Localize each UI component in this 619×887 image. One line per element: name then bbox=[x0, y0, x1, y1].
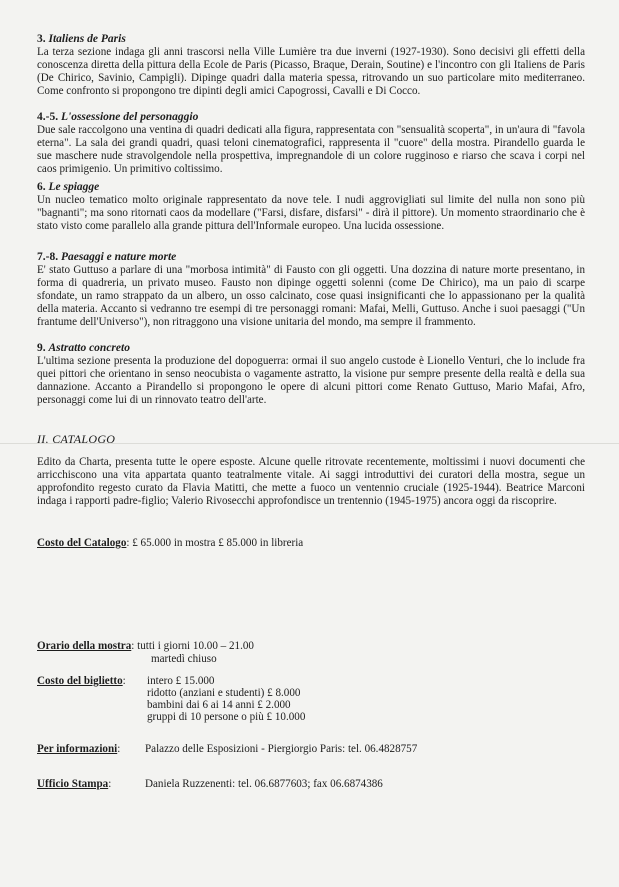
information-value: Palazzo delle Esposizioni - Piergiorgio Paris: tel. 06.4828757 bbox=[145, 743, 418, 755]
catalog-body-block bbox=[37, 456, 585, 508]
section-4-5-title bbox=[37, 111, 585, 124]
information-label: Per informazioni bbox=[37, 743, 118, 755]
catalog-cost-row bbox=[37, 537, 303, 550]
section-3-title-text: Italiens de Paris bbox=[48, 33, 126, 45]
section-3-title bbox=[37, 33, 585, 46]
ticket-price-row bbox=[37, 675, 597, 727]
catalog-cost-value: : £ 65.000 in mostra £ 85.000 in libreria bbox=[126, 537, 304, 549]
opening-hours-line-2: martedì chiuso bbox=[151, 653, 217, 665]
ticket-price-label: Costo del biglietto bbox=[37, 675, 123, 687]
section-4-5-number: 4.-5. bbox=[37, 111, 59, 123]
opening-hours-row bbox=[37, 640, 597, 666]
section-7-8-title-text: Paesaggi e nature morte bbox=[60, 251, 177, 263]
press-office-label: Ufficio Stampa bbox=[37, 778, 109, 790]
ticket-price-groups: gruppi di 10 persone o più £ 10.000 bbox=[147, 711, 306, 723]
opening-hours-line-1: : tutti i giorni 10.00 – 21.00 bbox=[131, 640, 254, 652]
section-7-8-number: 7.-8. bbox=[37, 251, 59, 263]
section-9-title-text: Astratto concreto bbox=[48, 342, 130, 354]
section-9-title bbox=[37, 342, 585, 355]
press-office-row bbox=[37, 778, 597, 791]
section-9-body: L'ultima sezione presenta la produzione del dopoguerra: ormai il suo angelo custode è Lionello Venturi, che lo include fra quei pittori che orientano in senso neocubista o vagamente astratto, la visione pur sempre presente della realtà e della sua dannazione. Accanto a Pirandello si propongono le opere di alcuni pittori come Renato Guttuso, Mario Mafai, Afro, personaggi come lui di un rinnovato teatro dell'arte. bbox=[37, 355, 585, 406]
ticket-price-sep: : bbox=[122, 675, 126, 687]
information-row bbox=[37, 743, 597, 756]
section-3-body: La terza sezione indaga gli anni trascorsi nella Ville Lumière tra due inverni (1927-1930). Sono decisivi gli effetti della conoscenza diretta della pittura della Ecole de Paris (Picasso, Braque, Derain, Soutine) e l'incontro con gli Italiens de Paris (De Chirico, Savinio, Campigli). Dipinge quadri dalla materia spessa, ritrovando un suo particolare mito mediterraneo. Come confronto si propongono tre dipinti degli amici Capogrossi, Cavalli e Di Cocco. bbox=[37, 46, 585, 97]
section-7-8-title bbox=[37, 251, 585, 264]
opening-hours-label: Orario della mostra bbox=[37, 640, 132, 652]
catalog-section bbox=[37, 432, 585, 447]
section-6-body: Un nucleo tematico molto originale rappresentato da nove tele. I nudi aggrovigliati sul limite del nulla non sono più "bagnanti"; ma sono ritornati caos da modellare ("Farsi, disfare, disfarsi" - dirà il pittore). Un momento straordinario che è stato visto come parallelo alla grande pittura dell'Informale europeo. Una lucida ossessione. bbox=[37, 194, 585, 232]
section-7-8 bbox=[37, 251, 585, 329]
ticket-price-children: bambini dai 6 ai 14 anni £ 2.000 bbox=[147, 699, 291, 711]
section-9 bbox=[37, 342, 585, 407]
section-6-number: 6. bbox=[37, 181, 46, 193]
section-3 bbox=[37, 33, 585, 98]
information-sep: : bbox=[117, 743, 121, 755]
section-9-number: 9. bbox=[37, 342, 46, 354]
ticket-price-full: intero £ 15.000 bbox=[147, 675, 215, 687]
section-3-number: 3. bbox=[37, 33, 46, 45]
section-6 bbox=[37, 181, 585, 233]
ticket-price-reduced: ridotto (anziani e studenti) £ 8.000 bbox=[147, 687, 301, 699]
section-4-5 bbox=[37, 111, 585, 176]
catalog-cost-label: Costo del Catalogo bbox=[37, 537, 127, 549]
section-6-title-text: Le spiagge bbox=[48, 181, 100, 193]
catalog-body: Edito da Charta, presenta tutte le opere esposte. Alcune quelle ritrovate recentemente, moltissimi i nuovi documenti che arricchiscono una vita appartata quanto teatralmente vitale. Ai saggi introduttivi dei curatori della mostra, segue un approfondito regesto curato da Flavia Matitti, che mette a fuoco un ventennio cruciale (1925-1944). Beatrice Marconi indaga i rapporti padre-figlio; Valerio Rivosecchi approfondisce un trentennio (1945-1975) ancora oggi da riscoprire. bbox=[37, 456, 585, 507]
section-4-5-body: Due sale raccolgono una ventina di quadri dedicati alla figura, rappresentata con "sensualità scoperta", in un'aura di "favola eterna". La sala dei grandi quadri, quasi teloni cinematografici, rappresenta il "cuore" della mostra. Pirandello guarda le sue maschere nude stravolgendole nella prospettiva, impregnandole di un colore rugginoso e riarso che scava i corpi nel caos primigenio. Un primitivo coltissimo. bbox=[37, 124, 585, 175]
press-office-value: Daniela Ruzzenenti: tel. 06.6877603; fax 06.6874386 bbox=[145, 778, 383, 790]
section-7-8-body: E' stato Guttuso a parlare di una "morbosa intimità" di Fausto con gli oggetti. Una dozzina di nature morte presentano, in forma di quadreria, un privato museo. Fausto non dipinge oggetti solenni (come De Chirico), ma un paio di scarpe sfondate, un ramo strappato da un albero, un osso calcinato, cose quasi insignificanti che lo appassionano per la qualità della materia. Accanto si vedranno tre esempi di tre personaggi romani: Mafai, Melli, Guttuso. Anche i suoi paesaggi ("Un frantume dell'Universo"), non ritraggono una visione unitaria del mondo, ma sempre il frammento. bbox=[37, 264, 585, 328]
section-4-5-title-text: L'ossessione del personaggio bbox=[60, 111, 199, 123]
section-6-title bbox=[37, 181, 585, 194]
press-office-sep: : bbox=[108, 778, 112, 790]
catalog-heading: II. CATALOGO bbox=[37, 432, 116, 446]
